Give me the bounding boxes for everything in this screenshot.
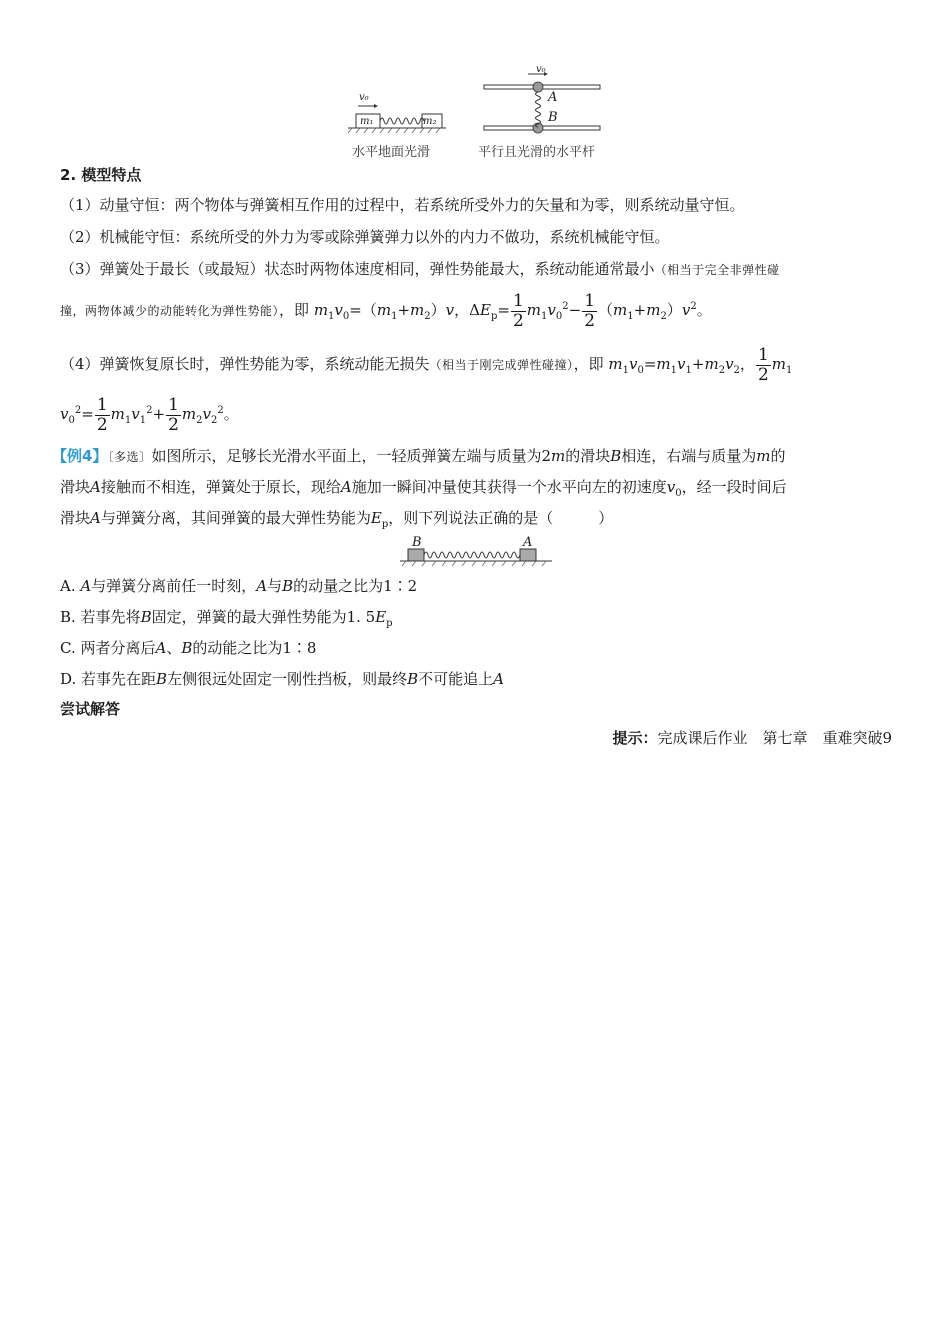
item4-formula-part2: $v_0^2=$ $\frac{1}{2}$ $m_1v_1^2+$ $\frac{1}{2}$ $m_2v_2^2$。 [60, 394, 239, 435]
footer-text: 完成课后作业 第七章 重难突破9 [657, 729, 892, 747]
item3-note-part1: （相当于完全非弹性碰 [654, 263, 780, 277]
fig1-velocity-label: v₀ [359, 92, 369, 103]
stem-text-1: 如图所示，足够长光滑水平面上，一轻质弹簧左端与质量为2 [151, 447, 551, 465]
fig2-caption: 平行且光滑的水平杆 [478, 145, 596, 160]
figure-parallel-rods [480, 64, 604, 140]
item3-formula-prefix: ，即 [279, 301, 310, 319]
model-item-3-line2 [60, 288, 712, 336]
model-item-1: （1）动量守恒：两个物体与弹簧相互作用的过程中，若系统所受外力的矢量和为零，则系统动量守恒。 [60, 196, 745, 214]
item3-note-part2: 撞，两物体减少的动能转化为弹性势能） [60, 304, 280, 318]
item4-formula-part1: $m_1v_0=m_1v_1+m_2v_2$， $\frac{1}{2}$ $m_1$ [608, 344, 793, 385]
fig1-mass1-label: m₁ [360, 116, 374, 127]
model-item-2: （2）机械能守恒：系统所受的外力为零或除弹簧弹力以外的内力不做功，系统机械能守恒。 [60, 228, 670, 246]
fig2-velocity-label: v₀ [536, 64, 546, 75]
model-item-4-line1 [60, 345, 792, 390]
example-stem-line1: 【例4】〔多选〕如图所示，足够长光滑水平面上，一轻质弹簧左端与质量为2m的滑块B相连，右端与质量为m的 [52, 447, 786, 465]
example-stem-line2: 滑块A接触而不相连，弹簧处于原长，现给A施加一瞬间冲量使其获得一个水平向左的初速度$v_0$，经一段时间后 [60, 478, 787, 499]
fig2-label-b: B [548, 110, 558, 125]
section-heading: 2. 模型特点 [60, 166, 142, 184]
option-a[interactable]: A. A与弹簧分离前任一时刻，A与B的动量之比为1∶2 [60, 577, 418, 595]
item4-text: （4）弹簧恢复原长时，弹性势能为零，系统动能无损失 [60, 355, 430, 373]
fig1-mass2-label: m₂ [423, 116, 437, 127]
example-tag: 【例4】 [52, 447, 108, 465]
item3-formula: $m_1v_0=(m_1+m_2)v$，$\Delta E_p=$ $\frac{1}{2}$ $m_1v_0^2-$ $\frac{1}{2}$ $(m_1+m_2)v^2$。 [313, 290, 712, 331]
model-item-3-line1 [60, 258, 780, 279]
fig1-caption: 水平地面光滑 [352, 145, 431, 160]
option-b[interactable]: B. 若事先将B固定，弹簧的最大弹性势能为1. $5E_p$ [60, 608, 393, 629]
try-answer-heading: 尝试解答 [60, 700, 121, 718]
item4-note: （相当于刚完成弹性碰撞） [429, 358, 574, 372]
section-number: 2 [60, 166, 71, 184]
option-c[interactable]: C. 两者分离后A、B的动能之比为1∶8 [60, 639, 317, 657]
fig3-label-a: A [523, 535, 533, 550]
item4-formula-prefix: ，即 [573, 355, 604, 373]
example-stem-line3: 滑块A与弹簧分离，其间弹簧的最大弹性势能为$E_p$，则下列说法正确的是（ ） [60, 509, 614, 530]
fig2-label-a: A [548, 90, 558, 105]
example-type: 〔多选〕 [107, 450, 152, 464]
footer-hint: 提示：完成课后作业 第七章 重难突破9 [612, 729, 892, 747]
item3-text: （3）弹簧处于最长（或最短）状态时两物体速度相同，弹性势能最大，系统动能通常最小 [60, 260, 655, 278]
section-title: 模型特点 [81, 166, 142, 184]
fig3-label-b: B [412, 535, 422, 550]
model-item-4-line2 [60, 392, 239, 440]
option-d[interactable]: D. 若事先在距B左侧很远处固定一刚性挡板，则最终B不可能追上A [60, 670, 504, 688]
